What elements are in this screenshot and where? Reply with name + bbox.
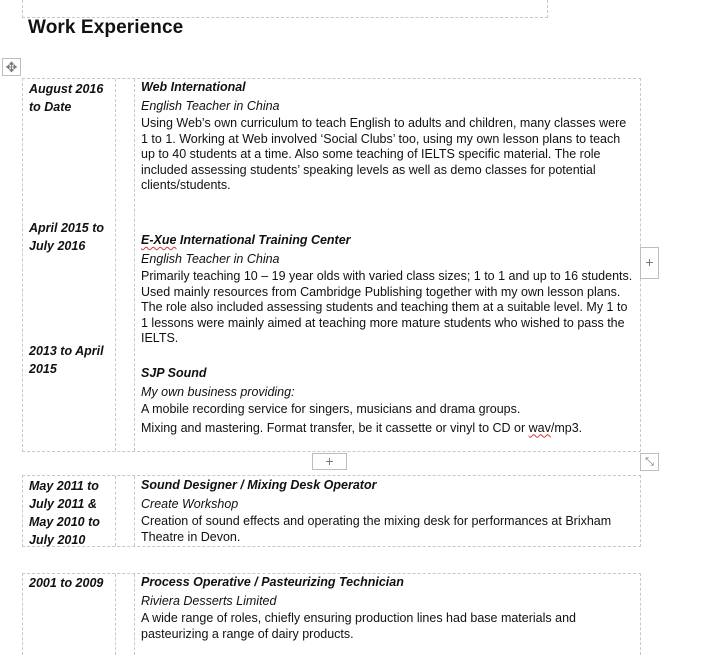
job-description: A wide range of roles, chiefly ensuring production lines had base materials and pasteurizing a range of dairy products.: [141, 611, 576, 641]
entry-cell: [141, 366, 635, 436]
job-description: A mobile recording service for singers, musicians and drama groups.: [141, 402, 521, 416]
header-table-outline: [22, 0, 548, 18]
add-column-icon[interactable]: +: [640, 247, 659, 279]
date-cell: May 2011 to July 2011 & May 2010 to July 2010: [29, 479, 100, 547]
column-separator: [115, 476, 116, 546]
job-role: English Teacher in China: [141, 98, 280, 113]
date-cell: August 2016 to Date: [29, 82, 104, 114]
job-description: Creation of sound effects and operating the mixing desk for performances at Brixham Theatre in Devon.: [141, 514, 612, 544]
table-move-icon[interactable]: ✥: [2, 58, 21, 76]
experience-table-1: [22, 78, 641, 452]
job-role: Riviera Desserts Limited: [141, 593, 277, 608]
job-role: Create Workshop: [141, 496, 239, 511]
spellcheck-word: E-Xue: [141, 233, 177, 247]
entry-cell: [141, 80, 635, 194]
employer-name: Sound Designer / Mixing Desk Operator: [141, 478, 377, 492]
employer-name-rest: International Training Center: [176, 233, 351, 247]
experience-table-3: [22, 573, 641, 655]
employer-name: Process Operative / Pasteurizing Technician: [141, 575, 404, 589]
date-cell: April 2015 to July 2016: [29, 221, 105, 253]
column-separator: [134, 79, 135, 451]
table-resize-icon[interactable]: ⤡: [640, 453, 659, 471]
employer-name: SJP Sound: [141, 366, 207, 380]
column-separator: [134, 574, 135, 655]
entry-cell: [141, 575, 635, 642]
employer-name: Web International: [141, 80, 246, 94]
entry-cell: [141, 478, 635, 545]
desc-text: /mp3.: [550, 420, 583, 435]
date-cell: 2001 to 2009: [29, 576, 104, 590]
job-description-2: [141, 421, 635, 437]
employer-name: [141, 233, 635, 249]
entry-cell: [141, 233, 635, 347]
spellcheck-word: wav: [528, 420, 551, 435]
date-cell: 2013 to April 2015: [29, 344, 104, 376]
desc-text: Mixing and mastering. Format transfer, be it cassette or vinyl to CD or: [141, 420, 529, 435]
job-role: English Teacher in China: [141, 251, 280, 266]
job-role: My own business providing:: [141, 384, 295, 399]
column-separator: [134, 476, 135, 546]
experience-table-2: [22, 475, 641, 547]
column-separator: [115, 574, 116, 655]
add-row-icon[interactable]: +: [312, 453, 347, 470]
column-separator: [115, 79, 116, 451]
job-description: Using Web’s own curriculum to teach English to adults and children, many classes were 1 to 1. Working at Web involved ‘Social Clubs’ too, using my own lesson plans to teach up to 40 students at a time. Also some teaching of IELTS specific material. The role included assessing students’ speaking levels as well as demo classes for potential clients/students.: [141, 116, 627, 192]
job-description: Primarily teaching 10 – 19 year olds with varied class sizes; 1 to 1 and up to 16 students. Used mainly resources from Cambridge Publishing together with my own lesson plans. The role also included assessing students and teaching them at a suitable level. My 1 to 1 lessons were mainly aimed at teaching more mature students who wished to pass the IELTS.: [141, 269, 633, 345]
section-title: Work Experience: [28, 17, 184, 38]
